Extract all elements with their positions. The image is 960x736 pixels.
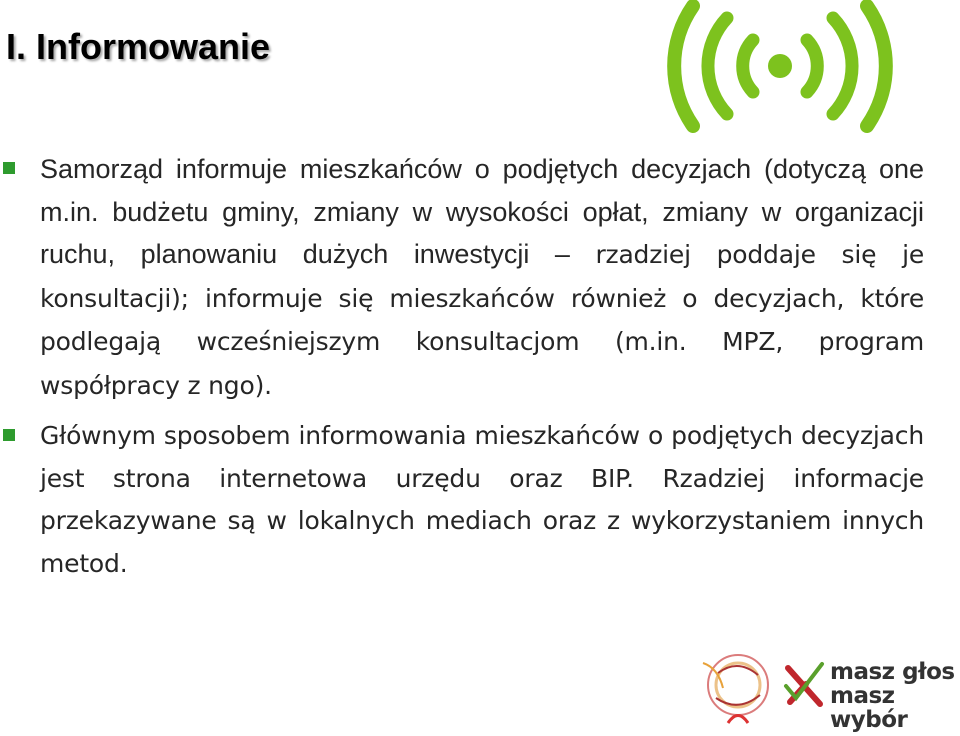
logo-line1: masz głos <box>830 659 955 685</box>
bullet-item <box>0 415 960 585</box>
masz-glos-logo <box>782 656 960 733</box>
bullet-list <box>0 148 960 585</box>
stamp-logo-icon <box>698 643 778 733</box>
slide-title: I. Informowanie <box>6 26 271 67</box>
wireless-signal-icon <box>655 0 905 135</box>
square-bullet-icon <box>3 162 15 174</box>
bullet-text-part: rzadziej poddaje się je konsultacji); informuje się mieszkańców również o decyzjach, które podlegają wcześniejszym konsultacjom (m.in. MPZ, program współpracy z ngo). <box>40 240 925 400</box>
bullet-text-part: Samorząd informuje mieszkańców o podjętych decyzjach (dotyczą one m.in. budżetu gminy, zmiany w wysokości opłat, zmiany w organizacji ruchu, planowaniu dużych inwestycji – <box>40 154 924 269</box>
logo-line2: masz wybór <box>830 683 908 733</box>
square-bullet-icon <box>3 429 15 441</box>
bullet-item <box>0 148 960 407</box>
bullet-text: Głównym sposobem informowania mieszkańców o podjętych decyzjach jest strona internetowa urzędu oraz BIP. Rzadziej informacje przekazywane są w lokalnych mediach oraz z wykorzystaniem innych metod. <box>40 421 924 578</box>
x-check-icon <box>782 658 828 710</box>
footer-logos <box>690 641 960 736</box>
